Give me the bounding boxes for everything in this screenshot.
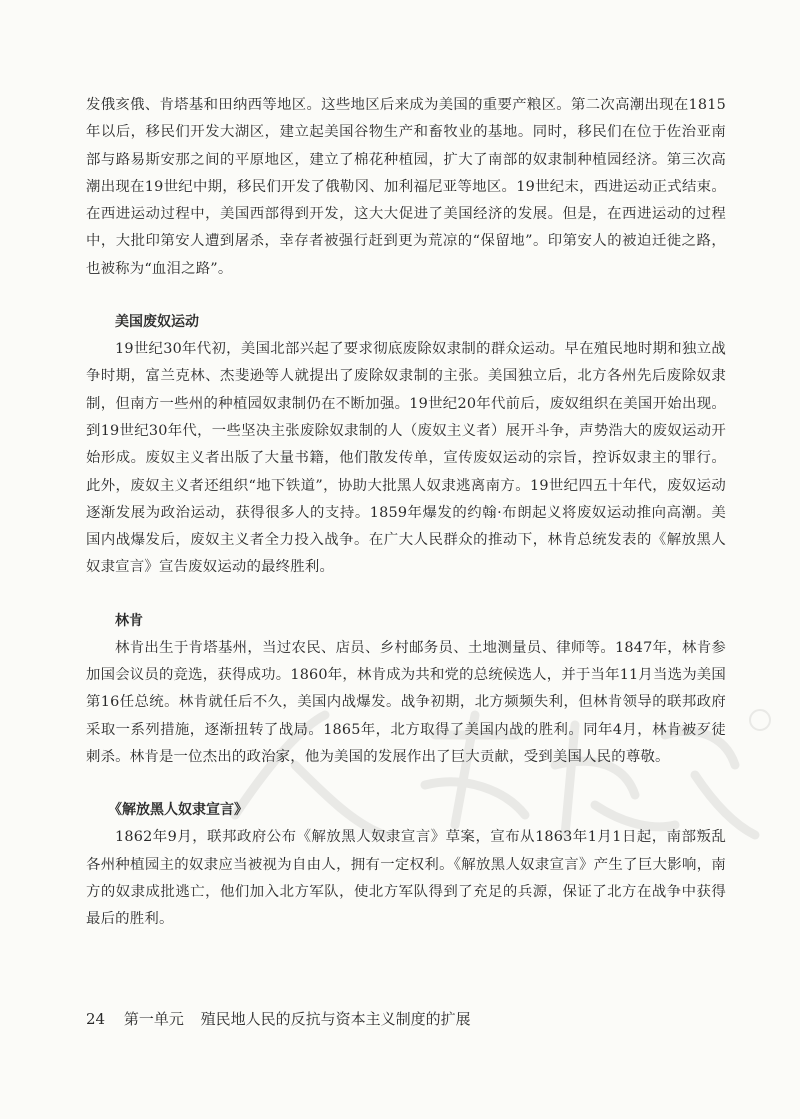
section-heading-abolition: 美国废奴运动 <box>115 314 199 331</box>
section-heading-proclamation: 《解放黑人奴隶宣言》 <box>108 802 248 819</box>
section-heading-lincoln: 林肯 <box>115 612 143 629</box>
page-content <box>86 92 726 933</box>
page-number: 24 <box>86 1010 106 1028</box>
unit-title: 殖民地人民的反抗与资本主义制度的扩展 <box>200 1010 471 1028</box>
intro-paragraph: 发俄亥俄、肯塔基和田纳西等地区。这些地区后来成为美国的重要产粮区。第二次高潮出现在1815年以后，移民们开发大湖区，建立起美国谷物生产和畜牧业的基地。同时，移民们在位于佐治亚南部与路易斯安那之间的平原地区，建立了棉花种植园，扩大了南部的奴隶制种植园经济。第三次高潮出现在19世纪中期，移民们开发了俄勒冈、加利福尼亚等地区。19世纪末，西进运动正式结束。在西进运动过程中，美国西部得到开发，这大大促进了美国经济的发展。但是，在西进运动的过程中，大批印第安人遭到屠杀，幸存者被强行赶到更为荒凉的“保留地”。印第安人的被迫迁徙之路，也被称为“血泪之路”。 <box>86 97 726 277</box>
page-footer <box>86 1008 471 1029</box>
section-body-lincoln: 林肯出生于肯塔基州，当过农民、店员、乡村邮务员、土地测量员、律师等。1847年，林肯参加国会议员的竞选，获得成功。1860年，林肯成为共和党的总统候选人，并于当年11月当选为美国第16任总统。林肯就任后不久，美国内战爆发。战争初期，北方频频失利，但林肯领导的联邦政府采取一系列措施，逐渐扭转了战局。1865年，北方取得了美国内战的胜利。同年4月，林肯被歹徒刺杀。林肯是一位杰出的政治家，他为美国的发展作出了巨大贡献，受到美国人民的尊敬。 <box>86 639 726 765</box>
section-body-abolition: 19世纪30年代初，美国北部兴起了要求彻底废除奴隶制的群众运动。早在殖民地时期和独立战争时期，富兰克林、杰斐逊等人就提出了废除奴隶制的主张。美国独立后，北方各州先后废除奴隶制，但南方一些州的种植园奴隶制仍在不断加强。19世纪20年代前后，废奴组织在美国开始出现。到19世纪30年代，一些坚决主张废除奴隶制的人（废奴主义者）展开斗争，声势浩大的废奴运动开始形成。废奴主义者出版了大量书籍，他们散发传单，宣传废奴运动的宗旨，控诉奴隶主的罪行。此外，废奴主义者还组织“地下铁道”，协助大批黑人奴隶逃离南方。19世纪四五十年代，废奴运动逐渐发展为政治运动，获得很多人的支持。1859年爆发的约翰·布朗起义将废奴运动推向高潮。美国内战爆发后，废奴主义者全力投入战争。在广大人民群众的推动下，林肯总统发表的《解放黑人奴隶宣言》宣告废奴运动的最终胜利。 <box>86 341 726 576</box>
unit-label: 第一单元 <box>123 1010 184 1028</box>
section-body-proclamation: 1862年9月，联邦政府公布《解放黑人奴隶宣言》草案，宣布从1863年1月1日起，南部叛乱各州种植园主的奴隶应当被视为自由人，拥有一定权利。《解放黑人奴隶宣言》产生了巨大影响，南方的奴隶成批逃亡，他们加入北方军队，使北方军队得到了充足的兵源，保证了北方在战争中获得最后的胜利。 <box>86 829 726 928</box>
